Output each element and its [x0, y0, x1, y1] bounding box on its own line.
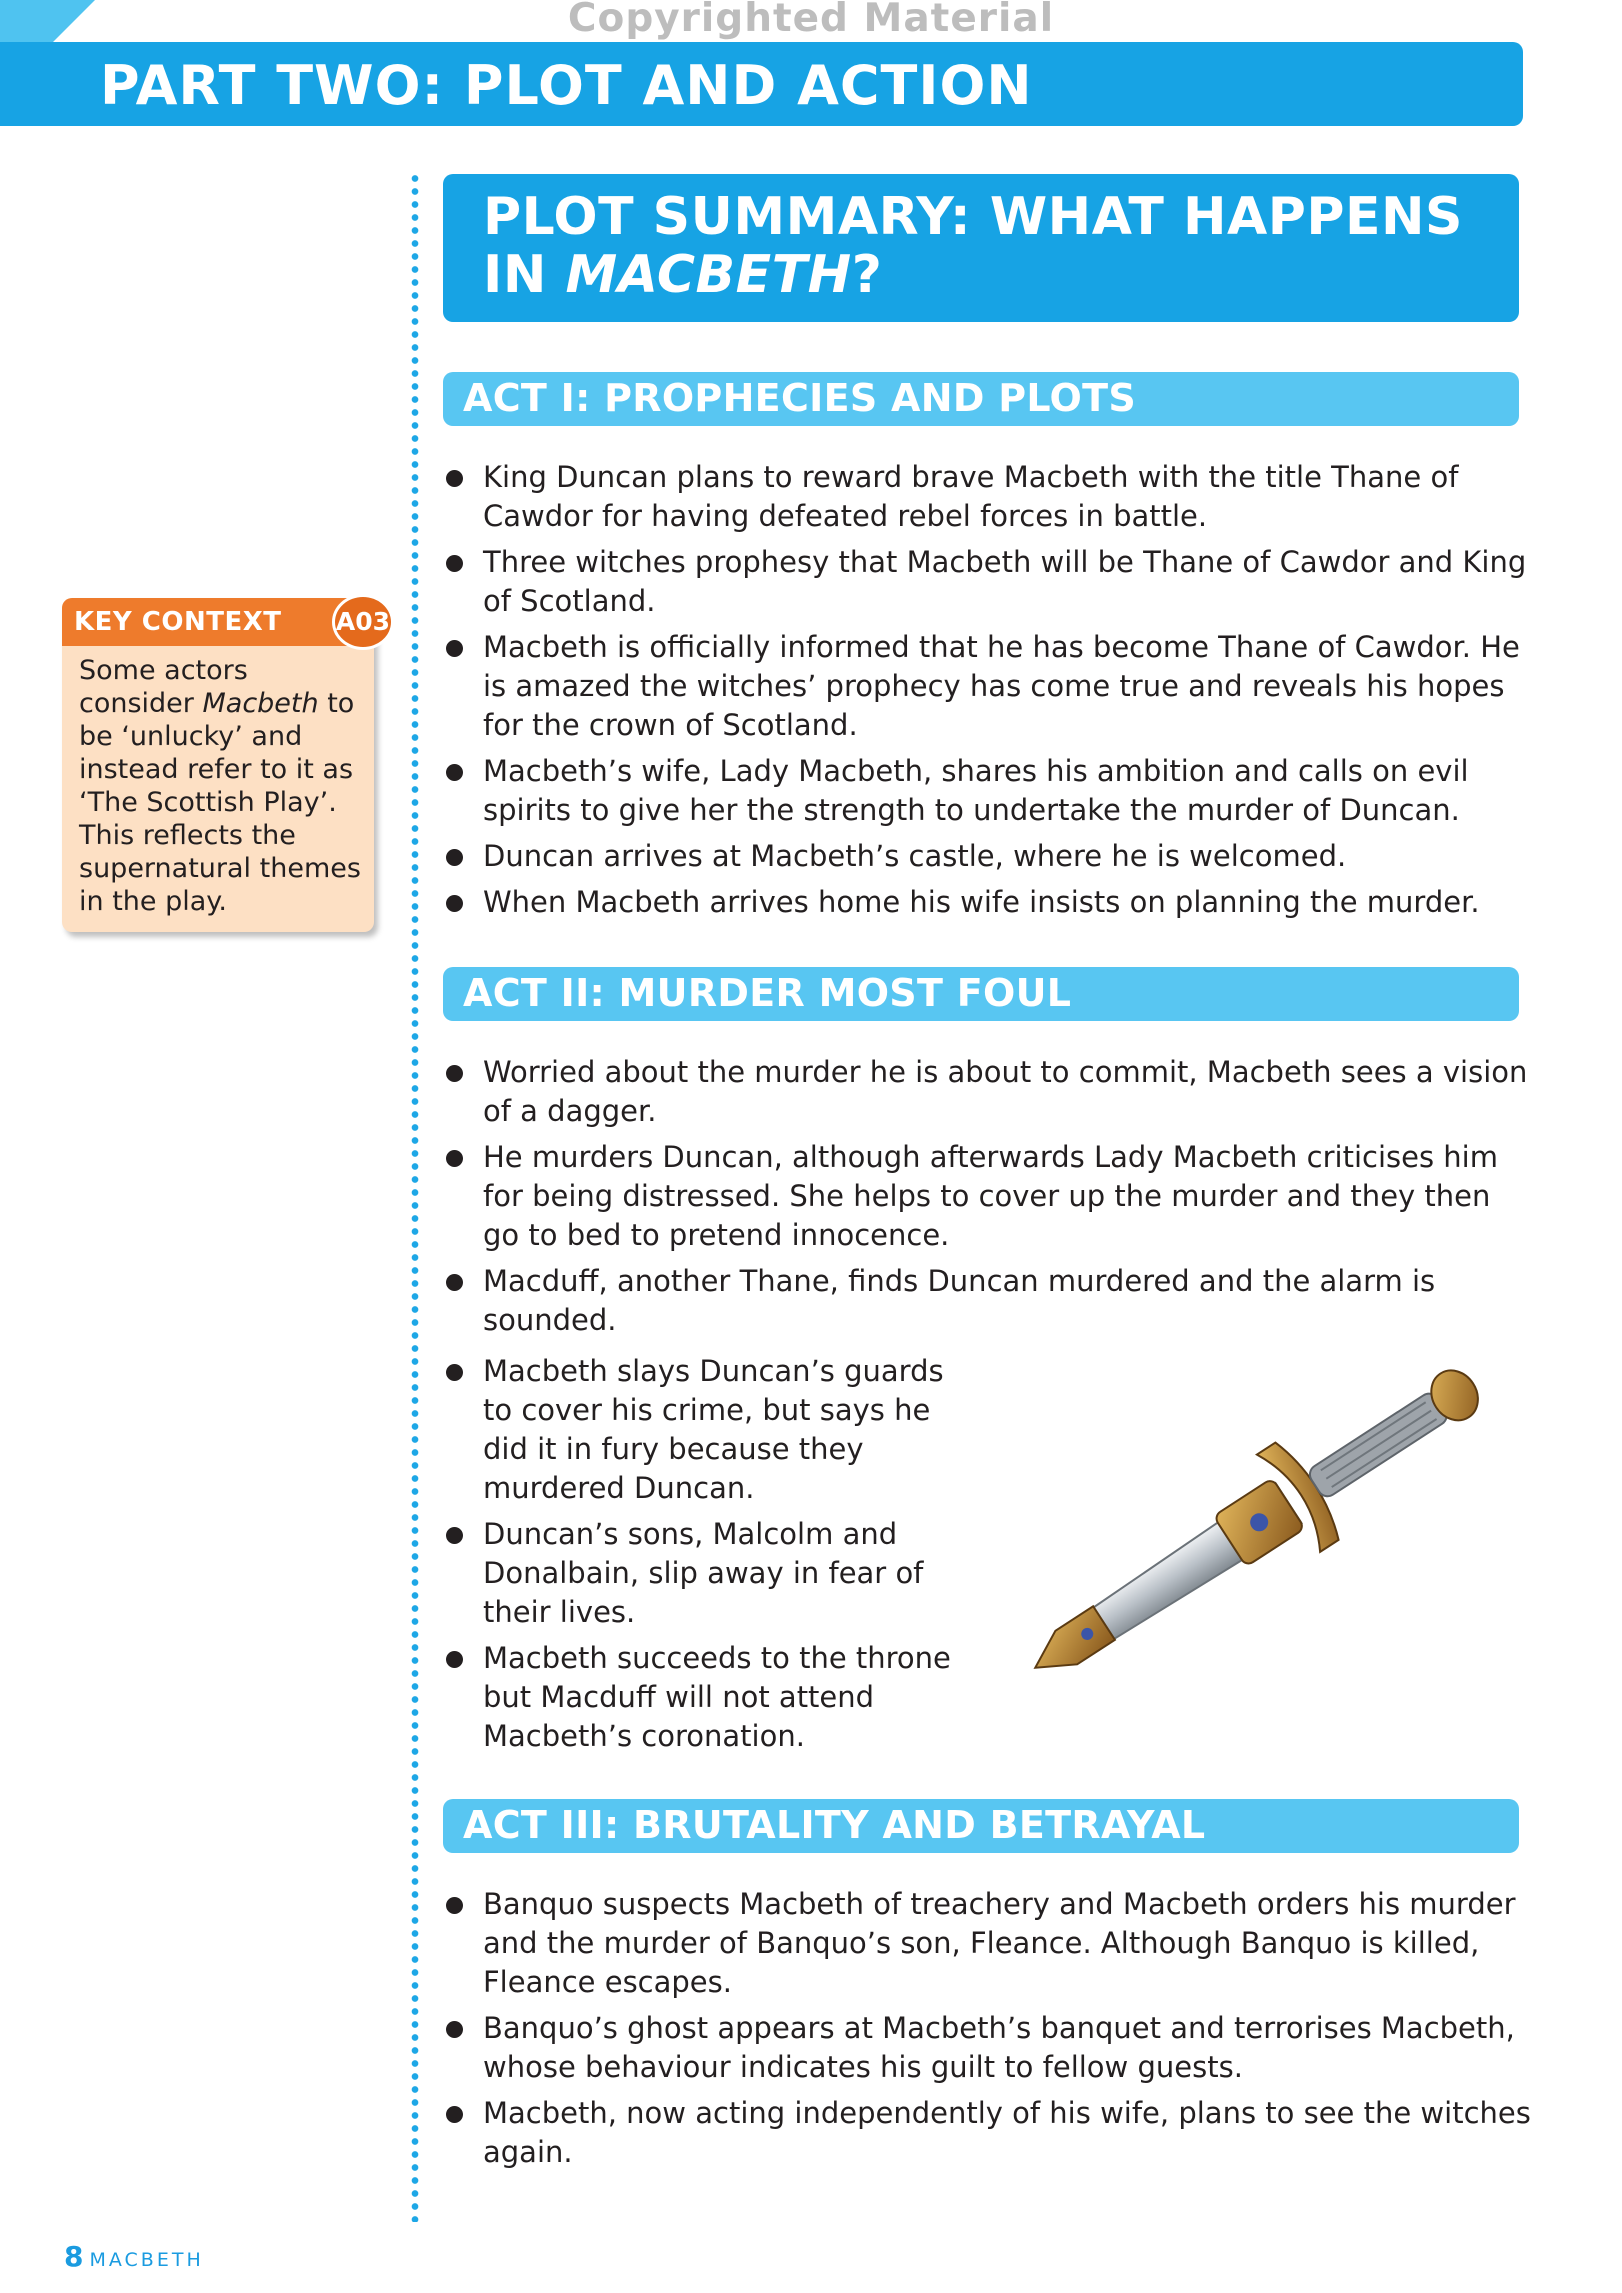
list-item [443, 628, 1533, 745]
act-1-heading-bar [443, 372, 1519, 426]
bullet-text: Banquo’s ghost appears at Macbeth’s banquet and terrorises Macbeth, whose behaviour indicates his guilt to fellow guests. [483, 2011, 1515, 2084]
act-1-heading: ACT I: PROPHECIES AND PLOTS [463, 376, 1137, 420]
bullet-icon [446, 849, 463, 866]
dotted-divider [410, 172, 420, 2222]
bullet-icon [446, 1274, 463, 1291]
watermark: Copyrighted Material [567, 0, 1055, 41]
act-3-heading: ACT III: BRUTALITY AND BETRAYAL [463, 1803, 1206, 1847]
act-3-bullets [443, 1885, 1533, 2179]
title-line2-prefix: IN [483, 245, 566, 305]
bullet-text: He murders Duncan, although afterwards Lady Macbeth criticises him for being distressed. She helps to cover up the murder and they then go to bed to pretend innocence. [483, 1140, 1498, 1252]
list-item [443, 883, 1533, 922]
act-1-bullets [443, 458, 1533, 929]
bullet-text: Banquo suspects Macbeth of treachery and Macbeth orders his murder and the murder of Banquo’s son, Fleance. Although Banquo is killed, Fleance escapes. [483, 1887, 1516, 1999]
bullet-icon [446, 470, 463, 487]
title-line1: PLOT SUMMARY: WHAT HAPPENS [483, 187, 1463, 247]
page-title [483, 188, 1463, 304]
list-item [443, 1885, 1533, 2002]
bullet-icon [446, 1364, 463, 1381]
list-item [443, 1138, 1533, 1255]
bullet-text: Worried about the murder he is about to commit, Macbeth sees a vision of a dagger. [483, 1055, 1528, 1128]
bullet-icon [446, 2106, 463, 2123]
list-item [443, 752, 1533, 830]
act-2-bullets-bottom [443, 1352, 973, 1763]
bullet-icon [446, 895, 463, 912]
bullet-text: Duncan arrives at Macbeth’s castle, where he is welcomed. [483, 839, 1347, 873]
bullet-text: Macbeth succeeds to the throne but Macduff will not attend Macbeth’s coronation. [483, 1641, 951, 1753]
book-title: MACBETH [89, 2249, 204, 2271]
key-text-before: Some actors consider [79, 655, 248, 719]
act-2-bullets-top [443, 1053, 1533, 1347]
list-item [443, 1352, 973, 1508]
key-context-box [62, 598, 391, 932]
list-item [443, 1053, 1533, 1131]
bullet-text: King Duncan plans to reward brave Macbeth with the title Thane of Cawdor for having defeated rebel forces in battle. [483, 460, 1459, 533]
act-2-heading: ACT II: MURDER MOST FOUL [463, 971, 1072, 1015]
title-box [443, 174, 1519, 322]
act-3-heading-bar [443, 1799, 1519, 1853]
bullet-icon [446, 1897, 463, 1914]
list-item [443, 1515, 973, 1632]
key-text-after: to be ‘unlucky’ and instead refer to it as ‘The Scottish Play’. This reflects the supernatural themes in the play. [79, 688, 361, 917]
list-item [443, 1262, 1533, 1340]
list-item [443, 543, 1533, 621]
list-item [443, 1639, 973, 1756]
act-2-heading-bar [443, 967, 1519, 1021]
dagger-image [985, 1360, 1525, 1690]
page-footer [64, 2240, 204, 2273]
bullet-text: Macbeth’s wife, Lady Macbeth, shares his ambition and calls on evil spirits to give her the strength to undertake the murder of Duncan. [483, 754, 1469, 827]
title-line2-italic: MACBETH [565, 245, 852, 305]
list-item [443, 837, 1533, 876]
part-title: PART TWO: PLOT AND ACTION [100, 54, 1033, 117]
title-line2-suffix: ? [851, 245, 883, 305]
bullet-icon [446, 1651, 463, 1668]
bullet-text: Macbeth is officially informed that he has become Thane of Cawdor. He is amazed the witches’ prophecy has come true and reveals his hopes for the crown of Scotland. [483, 630, 1520, 742]
bullet-text: Three witches prophesy that Macbeth will be Thane of Cawdor and King of Scotland. [483, 545, 1527, 618]
bullet-text: Macbeth slays Duncan’s guards to cover his crime, but says he did it in fury because they murdered Duncan. [483, 1354, 944, 1505]
bullet-text: Duncan’s sons, Malcolm and Donalbain, slip away in fear of their lives. [483, 1517, 924, 1629]
key-context-label: KEY CONTEXT [74, 607, 282, 637]
key-context-header [62, 598, 374, 646]
bullet-text: When Macbeth arrives home his wife insists on planning the murder. [483, 885, 1480, 919]
key-text-italic: Macbeth [202, 688, 319, 719]
bullet-icon [446, 1150, 463, 1167]
bullet-icon [446, 640, 463, 657]
bullet-text: Macbeth, now acting independently of his wife, plans to see the witches again. [483, 2096, 1531, 2169]
assessment-objective-badge: A03 [332, 594, 394, 650]
bullet-icon [446, 1527, 463, 1544]
part-banner [0, 42, 1523, 126]
list-item [443, 2009, 1533, 2087]
bullet-icon [446, 764, 463, 781]
list-item [443, 458, 1533, 536]
bullet-text: Macduff, another Thane, finds Duncan murdered and the alarm is sounded. [483, 1264, 1436, 1337]
page-number: 8 [64, 2240, 84, 2273]
bullet-icon [446, 555, 463, 572]
bullet-icon [446, 2021, 463, 2038]
bullet-icon [446, 1065, 463, 1082]
list-item [443, 2094, 1533, 2172]
key-context-text [79, 654, 369, 918]
